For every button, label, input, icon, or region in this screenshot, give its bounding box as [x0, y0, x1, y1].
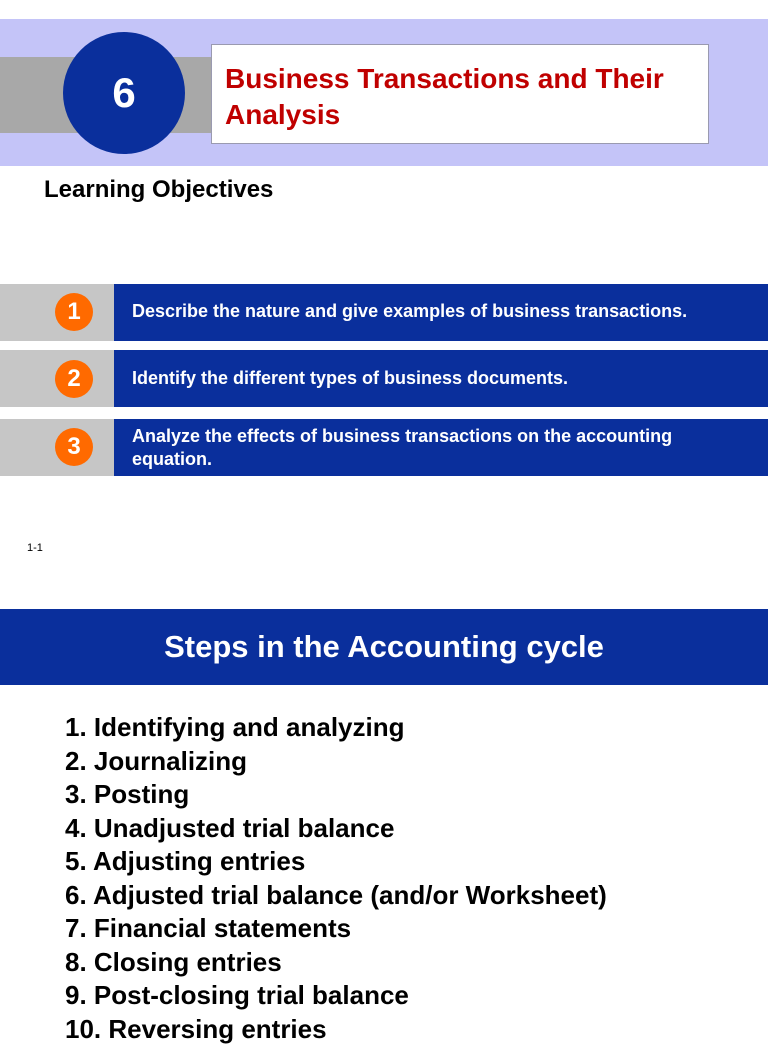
step-item: 1. Identifying and analyzing: [65, 711, 607, 745]
objective-row-1: [0, 284, 768, 341]
objective-text: Analyze the effects of business transactions on the accounting equation.: [132, 425, 748, 471]
chapter-number-badge: 6: [63, 32, 185, 154]
step-item: 7. Financial statements: [65, 912, 607, 946]
step-item: 3. Posting: [65, 778, 607, 812]
objective-text: Describe the nature and give examples of business transactions.: [132, 300, 748, 323]
objective-text: Identify the different types of business documents.: [132, 367, 748, 390]
top-gap: [0, 0, 768, 19]
slide-title: Business Transactions and Their Analysis: [225, 61, 708, 133]
slide-number: 1-1: [27, 542, 43, 554]
step-item: 10. Reversing entries: [65, 1013, 607, 1046]
objective-number-badge: 3: [55, 428, 93, 466]
slide-gap: [0, 585, 768, 609]
objective-number-badge: 2: [55, 360, 93, 398]
learning-objectives-heading: Learning Objectives: [44, 176, 273, 204]
step-item: 2. Journalizing: [65, 745, 607, 779]
steps-list: [65, 711, 607, 1046]
objective-row-2: [0, 350, 768, 407]
step-item: 5. Adjusting entries: [65, 845, 607, 879]
title-box: [211, 44, 709, 144]
objective-number-badge: 1: [55, 293, 93, 331]
step-item: 8. Closing entries: [65, 946, 607, 980]
slide-learning-objectives: [0, 19, 768, 585]
slide-accounting-cycle: [0, 609, 768, 1024]
step-item: 4. Unadjusted trial balance: [65, 812, 607, 846]
step-item: 6. Adjusted trial balance (and/or Worksheet): [65, 879, 607, 913]
steps-heading: Steps in the Accounting cycle: [0, 609, 768, 685]
objective-row-3: [0, 419, 768, 476]
step-item: 9. Post-closing trial balance: [65, 979, 607, 1013]
